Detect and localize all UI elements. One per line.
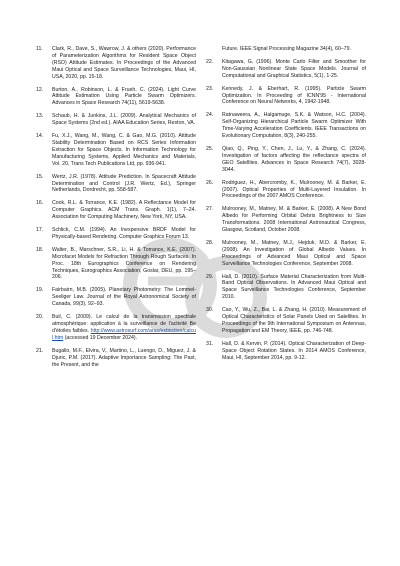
reference-item [36, 200, 196, 221]
reference-item [36, 133, 196, 168]
reference-number: 28. [206, 239, 214, 246]
reference-number: 16. [36, 200, 44, 207]
reference-item [36, 314, 196, 342]
reference-column-right [206, 46, 366, 362]
reference-number: 13. [36, 113, 44, 120]
reference-text: Wertz, J.R. (1978). Attitude Prediction. In Spacecraft Attitude Determination and Control (J.R. Wertz, Ed.), Springer Netherlands, Dordrecht, pp. 558-587. [52, 173, 196, 194]
reference-number: 17. [36, 227, 44, 234]
reference-text: Kennedy, J. & Eberhart, R. (1995). Particle Swarm Optimization. In Proceeding of ICNN'95 - International Conference on Neural Networks, 4, 1942-1948. [222, 85, 366, 106]
reference-item-continued [206, 46, 366, 53]
reference-item [36, 113, 196, 127]
reference-text: Mulrooney, M., Matney, M.J., Hejduk, M.D. & Barker, E. (2008). An Investigation of Global Albedo Values. In Proceedings of Advanced Maui Optical and Space Surveillance Technologies Conference, September 2008. [222, 239, 366, 267]
reference-item [36, 174, 196, 195]
reference-text-after: (accessed 19 December 2024). [64, 334, 138, 341]
reference-item [36, 227, 196, 241]
reference-item [206, 341, 366, 362]
reference-text: Burton, A., Robinson, L. & Frueh, C. (2024). Light Curve Attitude Estimation Using Particle Swarm Optimizers. Advances in Space Research 74(11), 5619-5638. [52, 86, 196, 107]
reference-item [206, 112, 366, 140]
reference-number: 27. [206, 206, 214, 213]
reference-item [36, 46, 196, 81]
reference-item [206, 240, 366, 268]
reference-text: Cook, R.L. & Torrance, K.E. (1982). A Reflectance Model for Computer Graphics. ACM Trans. Graph. 1(1), 7–24. Association for Computing Machinery, New York, NY, USA. [52, 200, 196, 221]
reference-number: 20. [36, 314, 44, 321]
reference-text: Qiao, Q., Ping, Y., Chen, J., Lu, Y., & Zhang, C. (2024). Investigation of factors affecting the reflectance spectra of GEO Satellites. Advances in Space Research 74(7), 3028-3044. [222, 145, 366, 173]
reference-item [36, 87, 196, 108]
reference-number: 26. [206, 179, 214, 186]
reference-item [206, 307, 366, 335]
reference-item [206, 274, 366, 302]
reference-text: Schlick, C.M. (1994). An Inexpensive BRDF Model for Physically-based Rendering. Computer Graphics Forum 13. [52, 227, 196, 240]
reference-text: Schaub, H. & Junkins, J.L. (2009). Analytical Mechanics of Space Systems (2nd ed.). AIAA Education Series, Reston, VA. [52, 113, 196, 127]
reference-number: 15. [36, 173, 44, 180]
reference-number: 24. [206, 112, 214, 119]
reference-text: Fu, X.J., Wang, M., Wang, C. & Gao, M.G. (2010). Attitude Stability Determination Based on RCS Series Information Extraction for Space Objects. In Information Technology for Manufacturing Systems, Applied Mechanics and Materials, Vol. 20, Trans Tech Publications Ltd, pp. 936-941. [52, 133, 196, 167]
reference-item [36, 287, 196, 308]
reference-text: Bugallo, M.F., Elvira, V., Martino, L., Luengo, D., Miguez, J. & Djuric, P.M. (2017). Adaptive Importance Sampling: The Past, the Present, and the [52, 347, 196, 368]
reference-text: Cao, Y., Wu, Z., Bai, L. & Zhang, H. (2010). Measurement of Optical Characteristics of Solar Panels Used on Satellites. In Proceedings of the 9th International Symposium on Antennas, Propagation and EM Theory, IEEE, pp. 746-748. [222, 307, 366, 334]
reference-text: Hall, D. (2010). Surface Material Characterization from Multi-Band Optical Observations. In Advanced Maui Optical and Space Surveillance Technologies Conference, September 2010. [222, 273, 366, 301]
reference-item [206, 206, 366, 234]
reference-number: 18. [36, 246, 44, 253]
reference-link[interactable]: http://www.astrosurf.com/aras/extinction/calcul.htm [52, 327, 196, 341]
reference-text: Buil, C. (2009). Le calcul de la transmission spectrale atmosphérique: application à la surveillance de l'activité Be d'étoiles faibles. [52, 314, 196, 334]
reference-text: Hall, D. & Kervin, P. (2014). Optical Characterization of Deep-Space Object Rotation States. In 2014 AMOS Conference, Maui, HI, September 2014, pp. 9-12. [222, 340, 366, 361]
reference-text: Fairbairn, M.B. (2005). Planetary Photometry: The Lommel-Seeliger Law. Journal of the Royal Astronomical Society of Canada, 99(3), 92–93. [52, 287, 196, 308]
reference-number: 30. [206, 307, 214, 314]
reference-text: Walter, B., Marschner, S.R., Li, H. & Torrance, K.E. (2007). Microfacet Models for Refraction Through Rough Surfaces. In Proc. 18th Eurographics Conference on Rendering Techniques, Eurographics Association, Goslar, DEU, pp. 195–206. [52, 246, 196, 281]
reference-item [206, 86, 366, 107]
reference-text: Future. IEEE Signal Processing Magazine 34(4), 60–79. [222, 46, 351, 52]
reference-number: 31. [206, 340, 214, 347]
reference-number: 22. [206, 58, 214, 65]
reference-item [206, 146, 366, 174]
reference-item [206, 59, 366, 80]
reference-number: 29. [206, 273, 214, 280]
reference-text: Mulrooney, M., Matney, M. & Barker, E. (2008). A New Bond Albedo for Performing Orbital Debris Brightness to Size Transformations. 2008 International Astronautical Congress, Glasgow, Scotland, October 2008. [222, 206, 366, 234]
reference-number: 11. [36, 46, 43, 52]
reference-number: 21. [36, 347, 44, 354]
reference-text: Kitagawa, G. (1996). Monte Carlo Filter and Smoother for Non-Gaussian Nonlinear State Space Models. Journal of Computational and Graphical Statistics, 5(1), 1-25. [222, 58, 366, 79]
reference-text: Rodriguez, H., Abercromby, K., Mulrooney, M. & Barker, E. (2007). Optical Properties of Multi-Layered Insulation. In Proceedings of the 2007 AMOS Conference. [222, 179, 366, 200]
reference-text: Ratnaweera, A., Halgamuge, S.K. & Watson, H.C. (2004). Self-Organizing Hierarchical Particle Swarm Optimizer With Time-Varying Acceleration Coefficients. IEEE Transactions on Evolutionary Computation, 8(3), 240-255. [222, 112, 366, 140]
reference-item [206, 180, 366, 201]
reference-item [36, 348, 196, 369]
reference-number: 14. [36, 133, 44, 140]
reference-number: 25. [206, 145, 214, 152]
reference-item [36, 247, 196, 282]
reference-number: 19. [36, 287, 44, 294]
reference-number: 23. [206, 85, 214, 92]
reference-number: 12. [36, 86, 44, 93]
reference-text: Clark, R., Dave, S., Wawrow, J. & others (2020). Performance of Parameterization Algorithms for Resident Space Object (RSO) Attitude Estimates. In Proceedings of the Advanced Maui Optical and Space Surveillance Technologies, Maui, HI, USA, 2020, pp. 15-18. [52, 46, 196, 80]
reference-column-left [36, 46, 196, 368]
